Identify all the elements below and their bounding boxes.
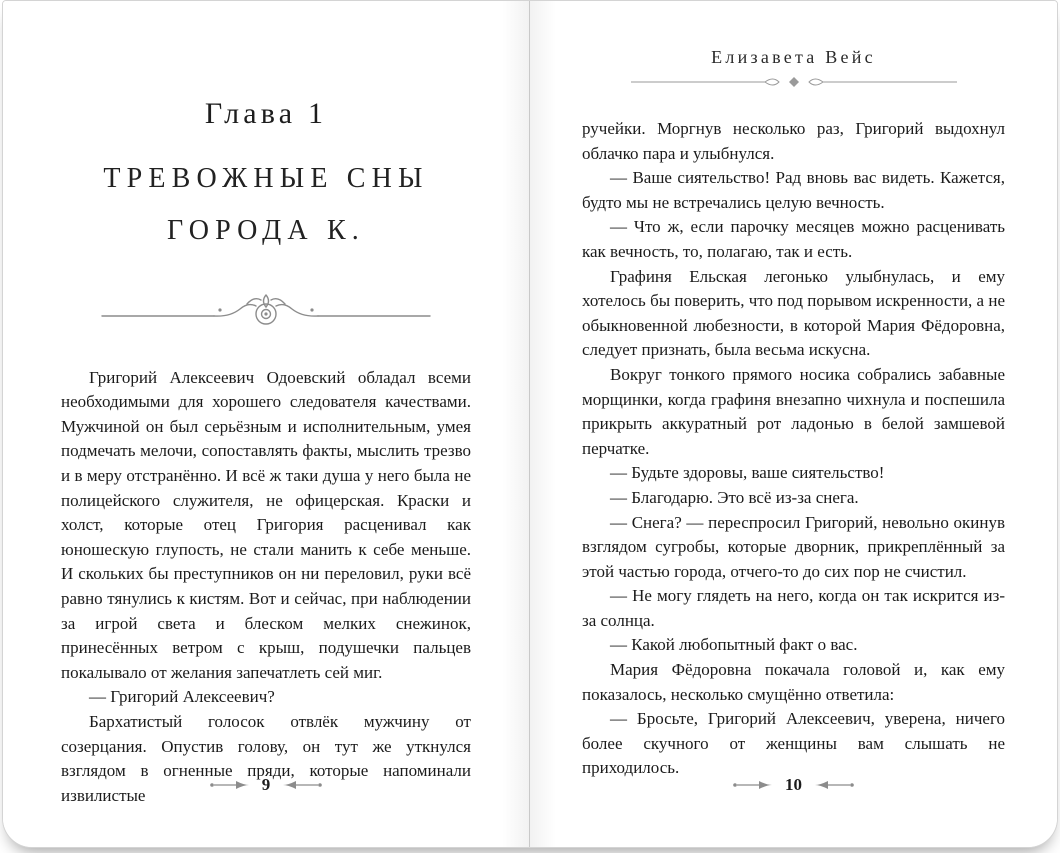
page-number: 10 bbox=[785, 775, 802, 794]
paragraph: — Снега? — переспросил Григорий, невольно окинув взглядом сугробы, которые дворник, прикреплённый за этой частью города, отчего-то до сих пор не счистил. bbox=[582, 512, 1005, 581]
flourish-divider-ornament bbox=[61, 283, 471, 340]
page-number-flourish-ornament bbox=[731, 779, 775, 791]
paragraph: — Григорий Алексеевич? bbox=[89, 687, 275, 707]
right-page-body bbox=[582, 117, 1005, 781]
paragraph: Мария Фёдоровна покачала головой и, как ему показалось, несколько смущённо ответила: bbox=[582, 660, 1005, 704]
page-number-flourish-ornament bbox=[280, 779, 324, 791]
page-number: 9 bbox=[261, 775, 271, 794]
left-page-body bbox=[61, 366, 471, 809]
left-page-footer bbox=[3, 775, 529, 795]
paragraph: — Будьте здоровы, ваше сиятельство! bbox=[610, 463, 885, 483]
paragraph: Бархатистый голосок отвлёк мужчину от созерцания. Опустив голову, он тут же уткнулся взглядом в огненные пряди, которые напоминали извилистые bbox=[61, 711, 471, 805]
running-head bbox=[582, 47, 1005, 95]
author-header: Елизавета Вейс bbox=[711, 47, 876, 67]
paragraph: — Благодарю. Это всё из-за снега. bbox=[610, 487, 859, 507]
paragraph: Вокруг тонкого прямого носика собрались забавные морщинки, когда графиня внезапно чихнула и поспешила прикрыть аккуратный рот ладонью в белой замшевой перчатке. bbox=[582, 364, 1005, 458]
page-left bbox=[3, 1, 530, 847]
chapter-label: Глава 1 bbox=[204, 97, 328, 130]
paragraph: — Ваше сиятельство! Рад вновь вас видеть. Кажется, будто мы не встречались целую вечность. bbox=[582, 168, 1005, 212]
paragraph: — Какой любопытный факт о вас. bbox=[610, 635, 858, 655]
chapter-title-line-1: ТРЕВОЖНЫЕ СНЫ bbox=[103, 163, 429, 194]
author-header-rule-ornament bbox=[582, 74, 1005, 95]
paragraph: — Бросьте, Григорий Алексеевич, уверена, ничего более скучного от женщины вам слышать не приходилось. bbox=[582, 709, 1005, 778]
chapter-title bbox=[61, 153, 471, 257]
paragraph: — Не могу глядеть на него, когда он так искрится из-за солнца. bbox=[582, 586, 1005, 630]
page-left-content bbox=[3, 97, 529, 808]
chapter-head bbox=[61, 97, 471, 257]
page-right bbox=[530, 1, 1057, 847]
book-spread bbox=[2, 0, 1058, 848]
page-number-flourish-ornament bbox=[208, 779, 252, 791]
paragraph: ручейки. Моргнув несколько раз, Григорий выдохнул облачко пара и улыбнулся. bbox=[582, 119, 1005, 163]
paragraph: Григорий Алексеевич Одоевский обладал всеми необходимыми для хорошего следователя качествами. Мужчиной он был серьёзным и исполнительным, умея подмечать мелочи, сопоставлять факты, мыслить трезво и в меру отстранённо. И всё ж таки душа у него была не полицейского служителя, не офицерская. Краски и холст, которые отец Григория расценивал как юношескую глупость, не стали манить к себе меньше. И скольких бы преступников он ни переловил, руки всё равно тянулись к кистям. Вот и сейчас, при наблюдении за игрой света и блеском мелких снежинок, принесённых ветром с крыш, подушечки пальцев покалывало от желания запечатлеть сей миг. bbox=[61, 367, 471, 682]
right-page-footer bbox=[530, 775, 1057, 795]
paragraph: Графиня Ельская легонько улыбнулась, и ему хотелось бы поверить, что под порывом искренности, а не обыкновенной любезности, в которой Мария Фёдоровна, следует признать, была весьма искусна. bbox=[582, 266, 1005, 360]
page-right-content bbox=[530, 47, 1057, 781]
page-number-flourish-ornament bbox=[812, 779, 856, 791]
chapter-title-line-2: ГОРОДА К. bbox=[167, 214, 365, 246]
paragraph: — Что ж, если парочку месяцев можно расценивать как вечность, то, полагаю, так и есть. bbox=[582, 217, 1005, 261]
